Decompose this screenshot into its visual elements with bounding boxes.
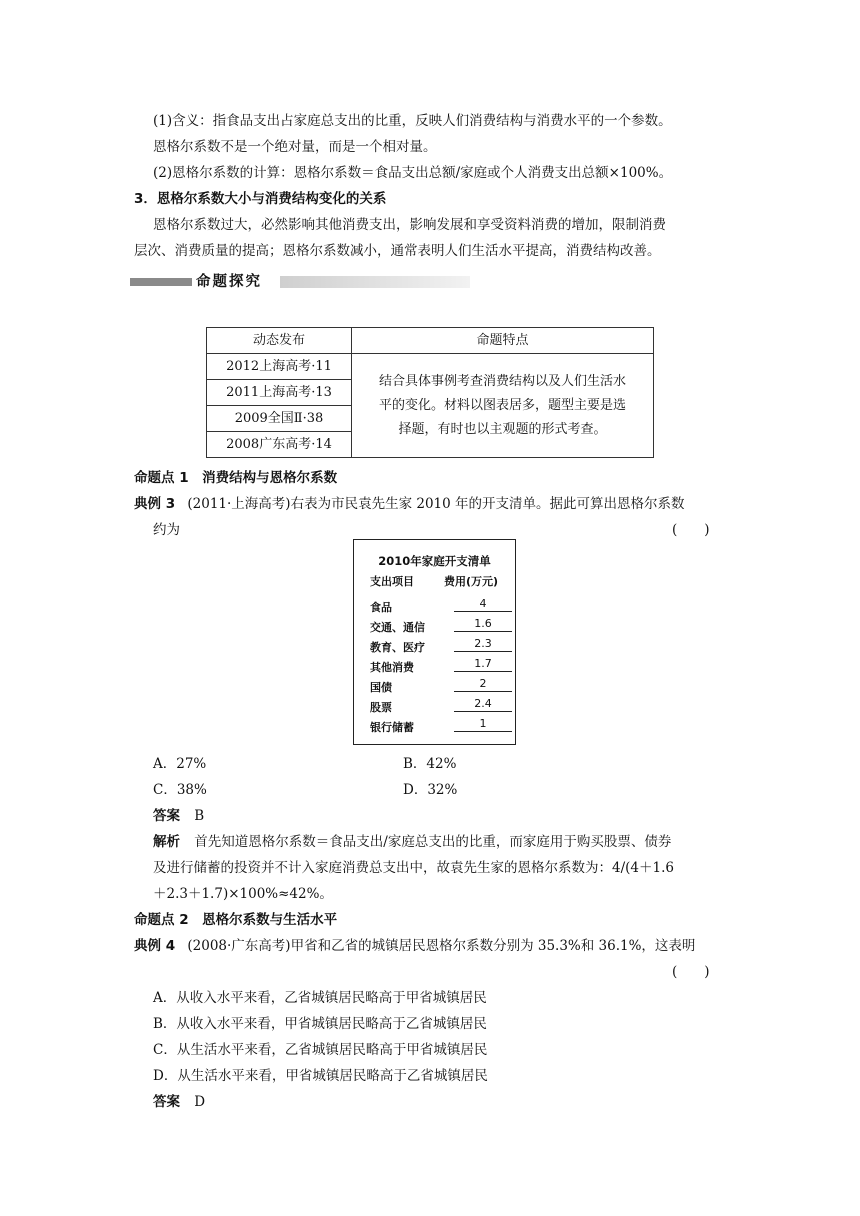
relation-paragraph-line1: 恩格尔系数过大，必然影响其他消费支出，影响发展和享受资料消费的增加，限制消费 [153, 217, 666, 233]
example3-text-cont: 约为 [153, 522, 180, 538]
answer-line [153, 806, 204, 826]
table-row [207, 354, 654, 380]
heading-3: 3．恩格尔系数大小与消费结构变化的关系 [134, 191, 387, 207]
expense-name: 银行储蓄 [370, 721, 414, 734]
point1-title: 命题点 1 消费结构与恩格尔系数 [134, 470, 338, 486]
expense-row [370, 719, 510, 737]
feature-line: 平的变化。材料以图表居多，题型主要是选 [378, 397, 626, 413]
option-a: A．从收入水平来看，乙省城镇居民略高于甲省城镇居民 [153, 990, 487, 1006]
engel-definition-line: (1)含义：指食品支出占家庭总支出的比重，反映人们消费结构与消费水平的一个参数。 [153, 113, 672, 129]
answer-value: D [194, 1094, 206, 1110]
example3-text: (2011·上海高考)右表为市民袁先生家 2010 年的开支清单。据此可算出恩格尔系数 [187, 496, 685, 512]
answer-bracket-2: ( ) [672, 964, 710, 980]
option-d: D．从生活水平来看，甲省城镇居民略高于乙省城镇居民 [153, 1068, 488, 1084]
analysis-line1 [153, 832, 671, 852]
option-a: A．27% [153, 756, 207, 772]
engel-formula-line: (2)恩格尔系数的计算：恩格尔系数＝食品支出总额/家庭或个人消费支出总额×100%。 [153, 165, 673, 181]
release-cell: 2012上海高考·11 [207, 354, 352, 380]
expense-col-item: 支出项目 [370, 575, 414, 588]
release-cell: 2009全国Ⅱ·38 [207, 406, 352, 432]
expense-value: 1.7 [454, 657, 512, 672]
example4-text: (2008·广东高考)甲省和乙省的城镇居民恩格尔系数分别为 35.3%和 36.1%，这表明 [187, 938, 696, 954]
expense-row [370, 659, 510, 677]
expense-row [370, 599, 510, 617]
expense-name: 食品 [370, 601, 392, 614]
header-topic-features: 命题特点 [352, 328, 654, 354]
engel-relative-note: 恩格尔系数不是一个绝对量，而是一个相对量。 [153, 139, 437, 155]
expense-name: 股票 [370, 701, 392, 714]
option-d: D．32% [403, 782, 458, 798]
analysis-line3: ＋2.3＋1.7)×100%≈42%。 [153, 886, 333, 902]
answer-line-2 [153, 1092, 205, 1112]
example4-label: 典例 4 [134, 938, 176, 954]
section-title: 命题探究 [196, 274, 262, 290]
header-dynamic-release: 动态发布 [207, 328, 352, 354]
expense-value: 2 [454, 677, 512, 692]
option-b: B．42% [403, 756, 457, 772]
expense-value: 1 [454, 717, 512, 732]
answer-value: B [194, 808, 205, 824]
example3-line [134, 494, 685, 514]
release-cell: 2011上海高考·13 [207, 380, 352, 406]
answer-bracket: ( ) [672, 522, 710, 538]
option-b: B．从收入水平来看，甲省城镇居民略高于乙省城镇居民 [153, 1016, 487, 1032]
expense-row [370, 679, 510, 697]
answer-label: 答案 [153, 1094, 180, 1110]
answer-label: 答案 [153, 808, 180, 824]
topic-features-cell [352, 354, 654, 458]
topic-table-header [207, 328, 654, 354]
expense-list-image [353, 539, 516, 745]
example4-line [134, 936, 695, 956]
analysis-line2: 及进行储蓄的投资并不计入家庭消费总支出中，故袁先生家的恩格尔系数为：4/(4＋1.6 [153, 860, 674, 876]
point2-title: 命题点 2 恩格尔系数与生活水平 [134, 912, 338, 928]
expense-row [370, 639, 510, 657]
release-cell: 2008广东高考·14 [207, 432, 352, 458]
expense-row [370, 619, 510, 637]
section-bar-fade [280, 276, 470, 288]
feature-line: 择题，有时也以主观题的形式考查。 [398, 421, 607, 437]
analysis-label: 解析 [153, 834, 180, 850]
expense-value: 2.4 [454, 697, 512, 712]
analysis-text: 首先知道恩格尔系数＝食品支出/家庭总支出的比重，而家庭用于购买股票、债券 [194, 834, 672, 850]
expense-col-cost: 费用(万元) [444, 575, 499, 588]
expense-name: 交通、通信 [370, 621, 425, 634]
expense-row [370, 699, 510, 717]
expense-name: 其他消费 [370, 661, 414, 674]
section-bar-block [130, 278, 192, 286]
option-c: C．从生活水平来看，乙省城镇居民略高于甲省城镇居民 [153, 1042, 488, 1058]
feature-line: 结合具体事例考查消费结构以及人们生活水 [378, 373, 626, 389]
section-header [130, 272, 470, 292]
expense-value: 4 [454, 597, 512, 612]
relation-paragraph-line2: 层次、消费质量的提高；恩格尔系数减小，通常表明人们生活水平提高，消费结构改善。 [134, 243, 661, 259]
expense-list-title: 2010年家庭开支清单 [378, 554, 491, 568]
expense-name: 国债 [370, 681, 392, 694]
example3-label: 典例 3 [134, 496, 176, 512]
option-c: C．38% [153, 782, 207, 798]
expense-value: 2.3 [454, 637, 512, 652]
topic-table [206, 327, 654, 458]
expense-name: 教育、医疗 [370, 641, 425, 654]
expense-value: 1.6 [454, 617, 512, 632]
